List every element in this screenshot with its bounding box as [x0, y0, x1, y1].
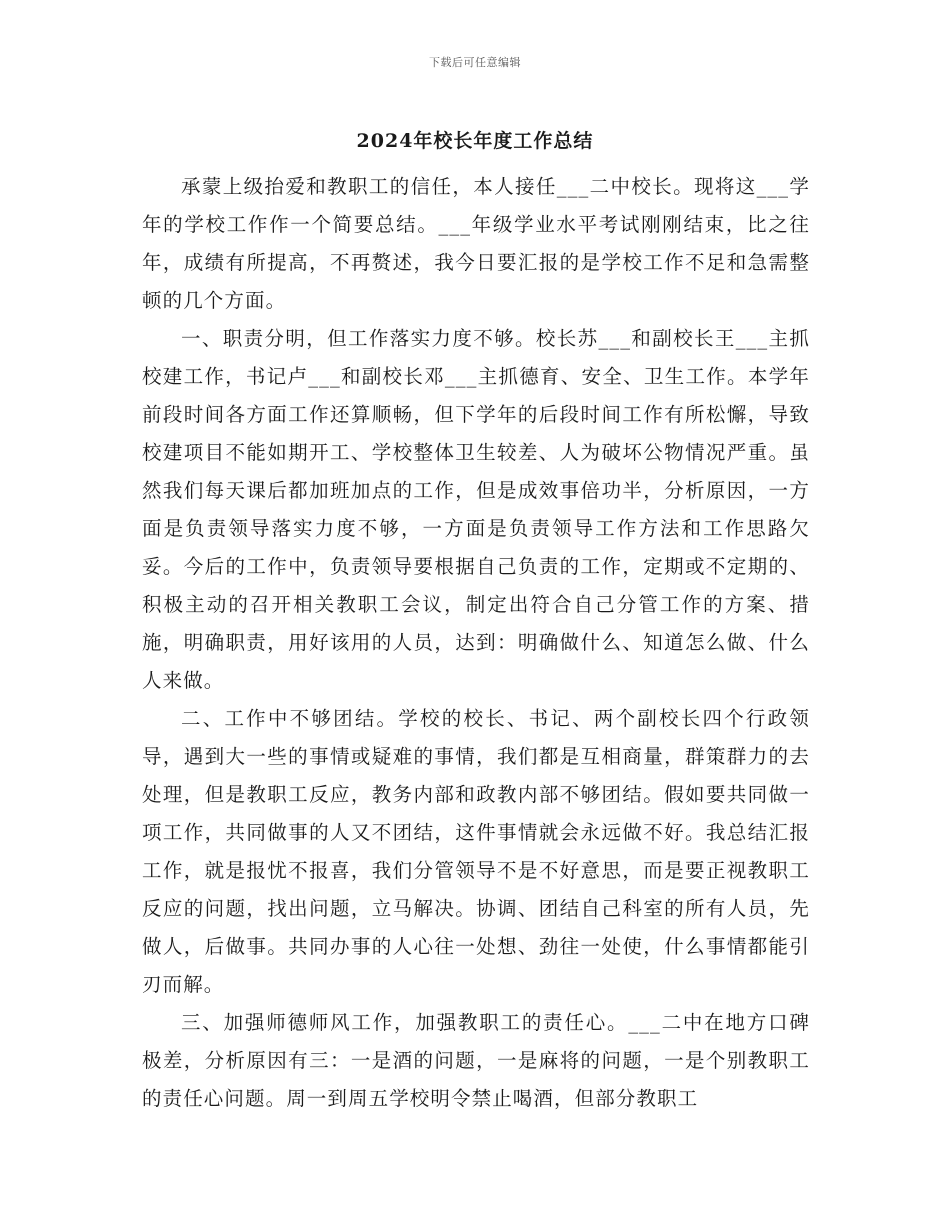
- document-title: 2024年校长年度工作总结: [356, 130, 594, 152]
- paragraph-intro: 承蒙上级抬爱和教职工的信任，本人接任___二中校长。现将这___学年的学校工作作一个简要总结。___年级学业水平考试刚刚结束，比之往年，成绩有所提高，不再赘述，我今日要汇报的是学校工作不足和急需整顿的几个方面。: [142, 175, 810, 312]
- document-body: [142, 168, 810, 1118]
- header-note: 下载后可任意编辑: [429, 56, 521, 69]
- paragraph-section-2: 二、工作中不够团结。学校的校长、书记、两个副校长四个行政领导，遇到大一些的事情或疑难的事情，我们都是互相商量，群策群力的去处理，但是教职工反应，教务内部和政教内部不够团结。假如要共同做一项工作，共同做事的人又不团结，这件事情就会永远做不好。我总结汇报工作，就是报忧不报喜，我们分管领导不是不好意思，而是要正视教职工反应的问题，找出问题，立马解决。协调、团结自己科室的所有人员，先做人，后做事。共同办事的人心往一处想、劲往一处使，什么事情都能引刃而解。: [142, 707, 810, 996]
- paragraph-section-1: 一、职责分明，但工作落实力度不够。校长苏___和副校长王___主抓校建工作，书记卢___和副校长邓___主抓德育、安全、卫生工作。本学年前段时间各方面工作还算顺畅，但下学年的后段时间工作有所松懈，导致校建项目不能如期开工、学校整体卫生较差、人为破坏公物情况严重。虽然我们每天课后都加班加点的工作，但是成效事倍功半，分析原因，一方面是负责领导落实力度不够，一方面是负责领导工作方法和工作思路欠妥。今后的工作中，负责领导要根据自己负责的工作，定期或不定期的、积极主动的召开相关教职工会议，制定出符合自己分管工作的方案、措施，明确职责，用好该用的人员，达到：明确做什么、知道怎么做、什么人来做。: [142, 327, 810, 692]
- paragraph-section-3: 三、加强师德师风工作，加强教职工的责任心。___二中在地方口碑极差，分析原因有三：一是酒的问题，一是麻将的问题，一是个别教职工的责任心问题。周一到周五学校明令禁止喝酒，但部分教职工: [142, 1011, 810, 1110]
